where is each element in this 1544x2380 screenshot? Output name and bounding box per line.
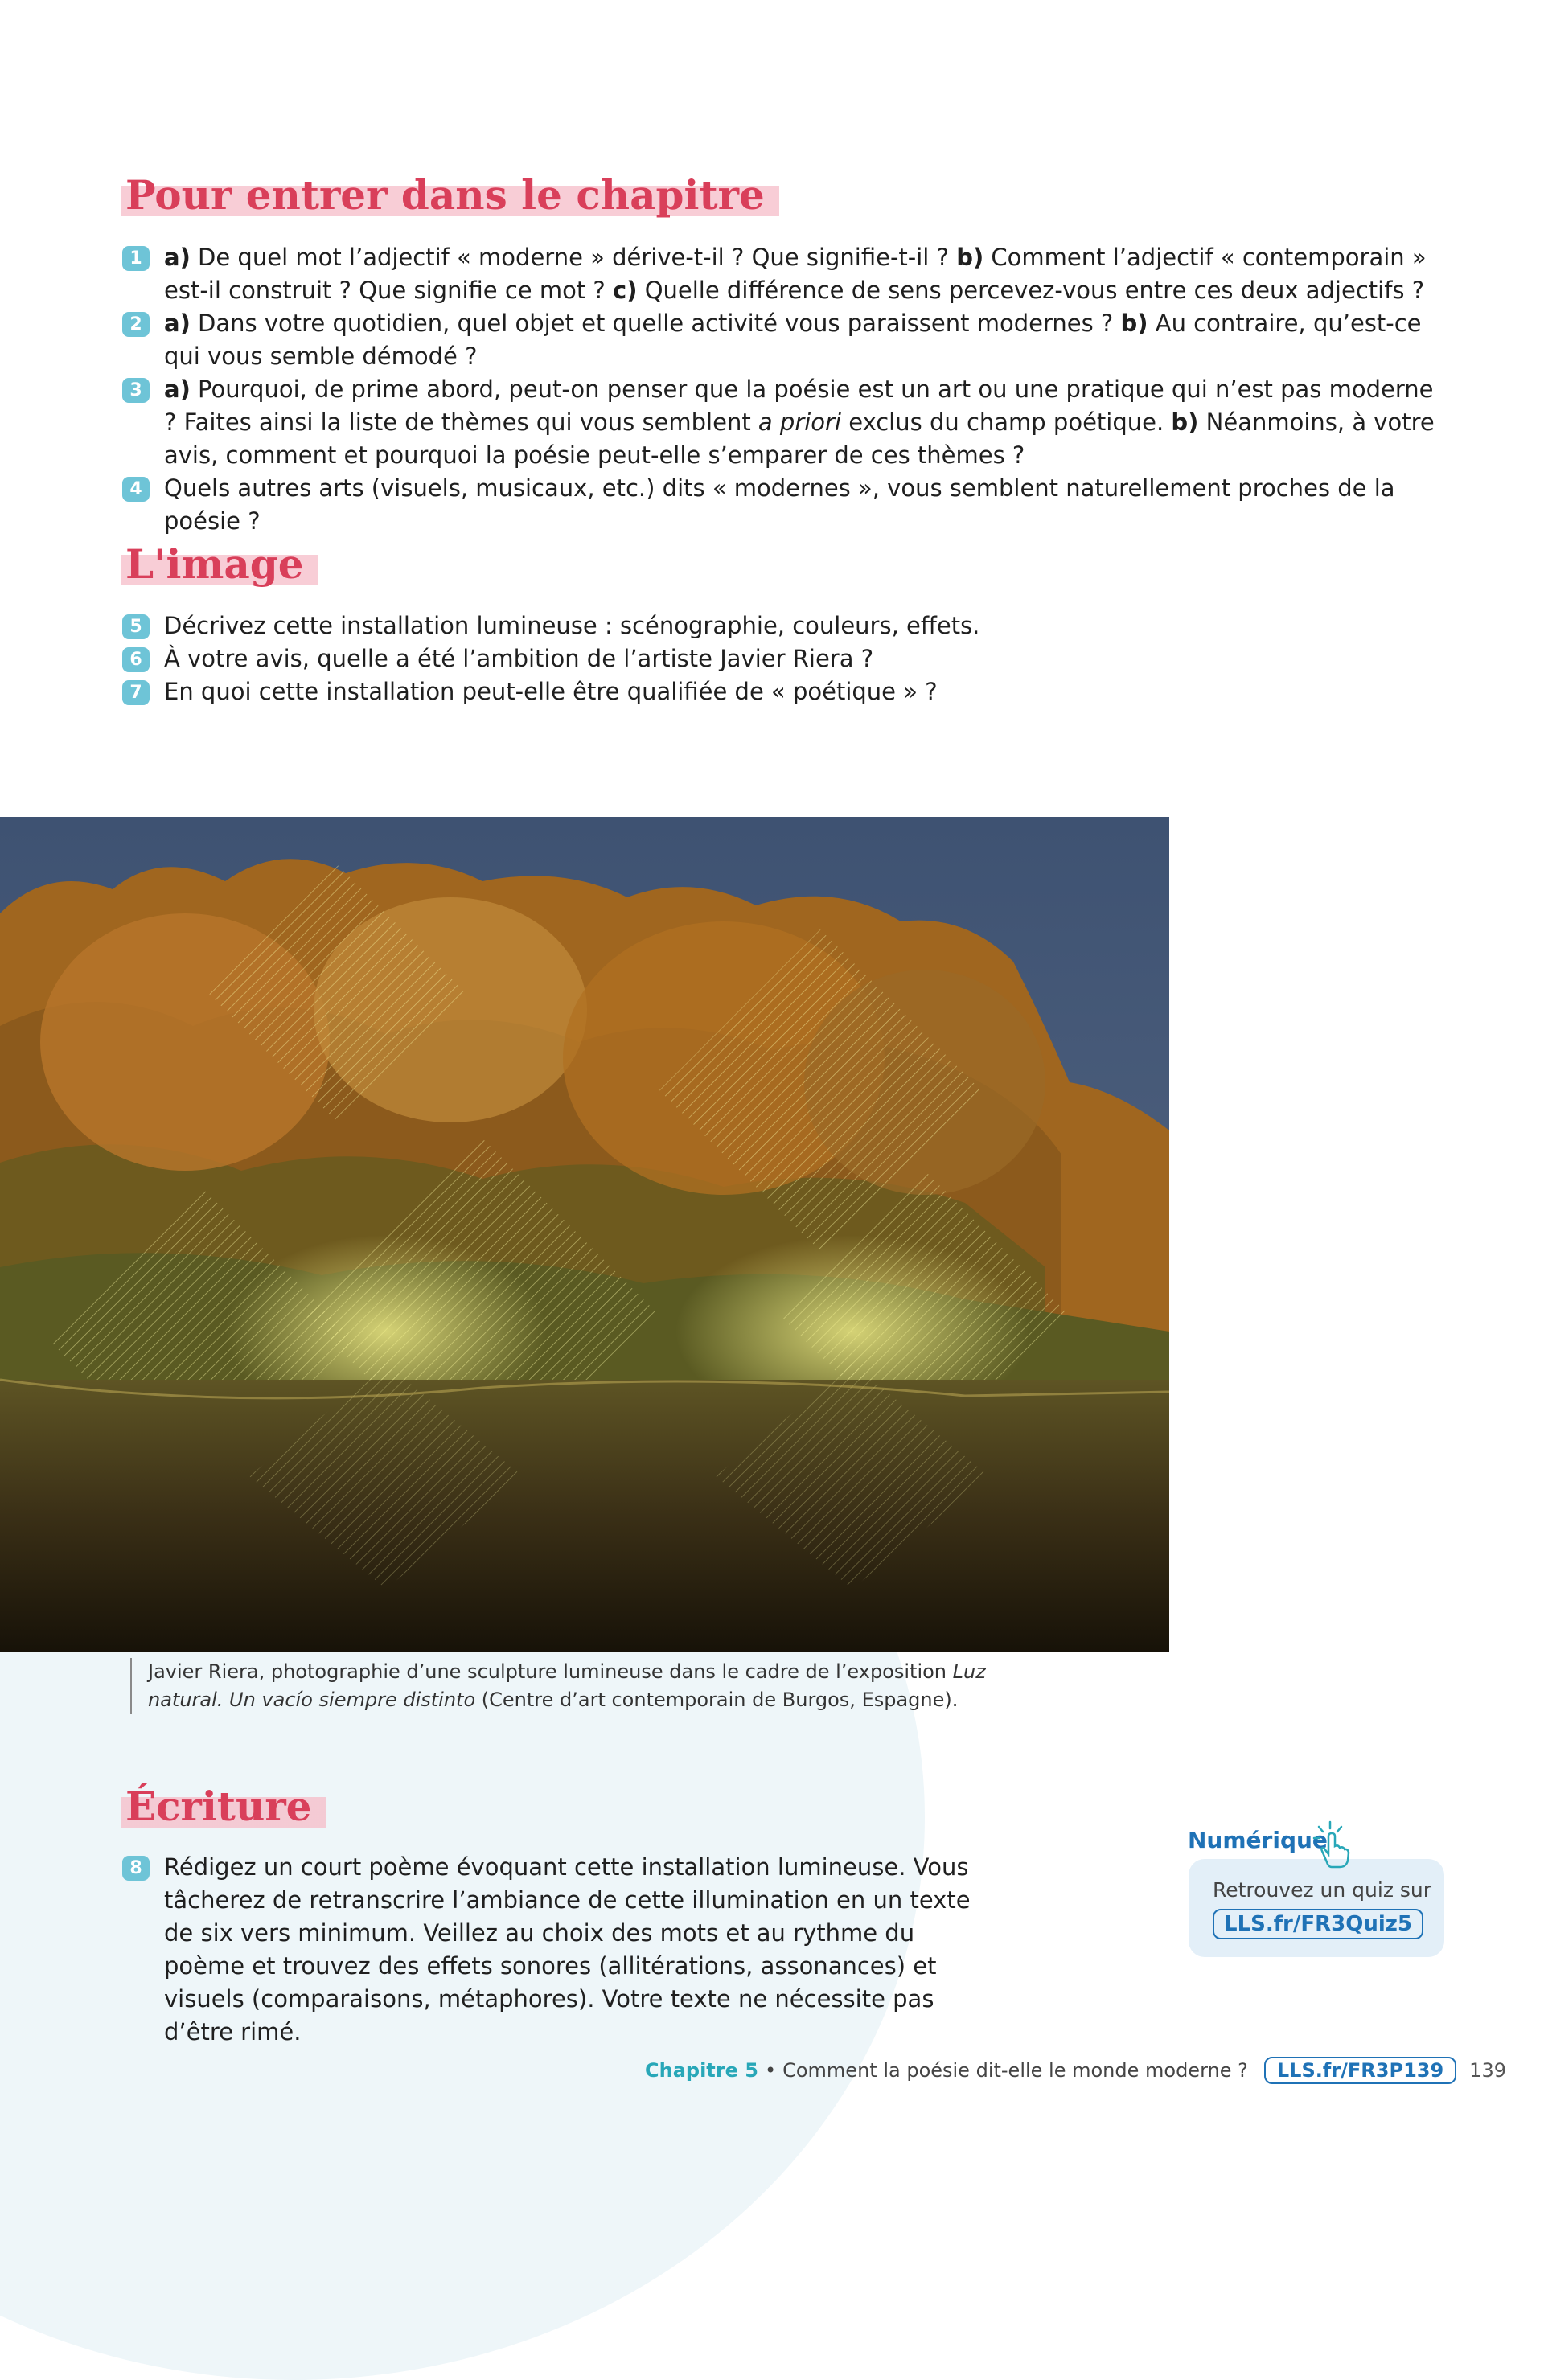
numerique-panel — [1189, 1859, 1444, 1957]
question-list-writing — [122, 1851, 991, 2049]
question-text: Quels autres arts (visuels, musicaux, etc.) dits « modernes », vous semblent naturellement proches de la poésie ? — [164, 474, 1395, 535]
question-number-badge: 7 — [122, 680, 150, 705]
question-item — [122, 241, 1441, 307]
question-text: Quelle différence de sens percevez-vous entre ces deux adjectifs ? — [637, 277, 1425, 304]
question-item — [122, 1851, 991, 2049]
question-part-marker: a) — [164, 244, 191, 271]
question-text: À votre avis, quelle a été l’ambition de l’artiste Javier Riera ? — [164, 645, 874, 672]
question-part-marker: b) — [1120, 310, 1148, 337]
question-number-badge: 5 — [122, 614, 150, 639]
question-list-image — [122, 609, 1441, 708]
question-italic-text: a priori — [758, 408, 842, 436]
question-item — [122, 642, 1441, 675]
question-item — [122, 675, 1441, 708]
question-text: Au contraire, qu’est-ce qui vous semble démodé ? — [164, 310, 1422, 370]
question-text: Pourquoi, de prime abord, peut-on penser que la poésie est un art ou une pratique qui n’est pas moderne ? Faites ainsi la liste de thèmes qui vous semblent — [164, 375, 1434, 436]
section-title-intro: Pour entrer dans le chapitre — [121, 172, 779, 220]
question-number-badge: 8 — [122, 1856, 150, 1881]
question-part-marker: c) — [613, 277, 638, 304]
question-part-marker: b) — [1171, 408, 1199, 436]
footer-separator: • — [764, 2059, 777, 2082]
question-text: Dans votre quotidien, quel objet et quelle activité vous paraissent modernes ? — [190, 310, 1121, 337]
question-text: Comment l’adjectif « contemporain » est-il construit ? Que signifie ce mot ? — [164, 244, 1427, 304]
photo-caption — [130, 1658, 1033, 1714]
question-text: Rédigez un court poème évoquant cette installation lumineuse. Vous tâcherez de retranscrire l’ambiance de cette illumination en un texte de six vers minimum. Veillez au choix des mots et au rythme du poème et trouvez des effets sonores (allitérations, assonances) et visuels (comparaisons, métaphores). Votre texte ne nécessite pas d’être rimé. — [164, 1853, 971, 2046]
question-number-badge: 1 — [122, 246, 150, 271]
question-number-badge: 4 — [122, 477, 150, 502]
footer-link[interactable]: LLS.fr/FR3P139 — [1264, 2057, 1456, 2084]
question-text: Néanmoins, à votre avis, comment et pourquoi la poésie peut-elle s’emparer de ces thèmes ? — [164, 408, 1435, 469]
light-installation-photo — [0, 817, 1169, 1652]
hand-tap-icon — [1308, 1819, 1359, 1870]
question-item — [122, 373, 1441, 472]
numerique-label: Numérique — [1188, 1827, 1328, 1853]
question-item — [122, 472, 1441, 538]
caption-work-title: Luz natural. Un vacío siempre distinto — [148, 1660, 986, 1711]
numerique-text: Retrouvez un quiz sur — [1213, 1878, 1432, 1902]
question-part-marker: b) — [956, 244, 984, 271]
question-part-marker: a) — [164, 310, 191, 337]
footer-chapter: Chapitre 5 — [645, 2059, 758, 2082]
question-part-marker: a) — [164, 375, 191, 403]
quiz-link[interactable]: LLS.fr/FR3Quiz5 — [1213, 1909, 1423, 1939]
page-number: 139 — [1469, 2059, 1506, 2082]
footer-title: Comment la poésie dit-elle le monde moderne ? — [782, 2059, 1248, 2082]
caption-text: Javier Riera, photographie d’une sculpture lumineuse dans le cadre de l’exposition — [148, 1660, 953, 1683]
question-item — [122, 307, 1441, 373]
caption-location: (Centre d’art contemporain de Burgos, Espagne). — [475, 1689, 959, 1711]
question-item — [122, 609, 1441, 642]
question-text: exclus du champ poétique. — [841, 408, 1172, 436]
question-number-badge: 6 — [122, 647, 150, 672]
question-text: De quel mot l’adjectif « moderne » dérive-t-il ? Que signifie-t-il ? — [190, 244, 957, 271]
question-list-intro — [122, 241, 1441, 538]
page-footer — [645, 2054, 1506, 2087]
section-title-writing: Écriture — [121, 1783, 326, 1832]
question-number-badge: 2 — [122, 312, 150, 337]
question-number-badge: 3 — [122, 378, 150, 403]
question-text: En quoi cette installation peut-elle être qualifiée de « poétique » ? — [164, 678, 938, 705]
section-title-image: L'image — [121, 541, 318, 589]
question-text: Décrivez cette installation lumineuse : scénographie, couleurs, effets. — [164, 612, 980, 639]
